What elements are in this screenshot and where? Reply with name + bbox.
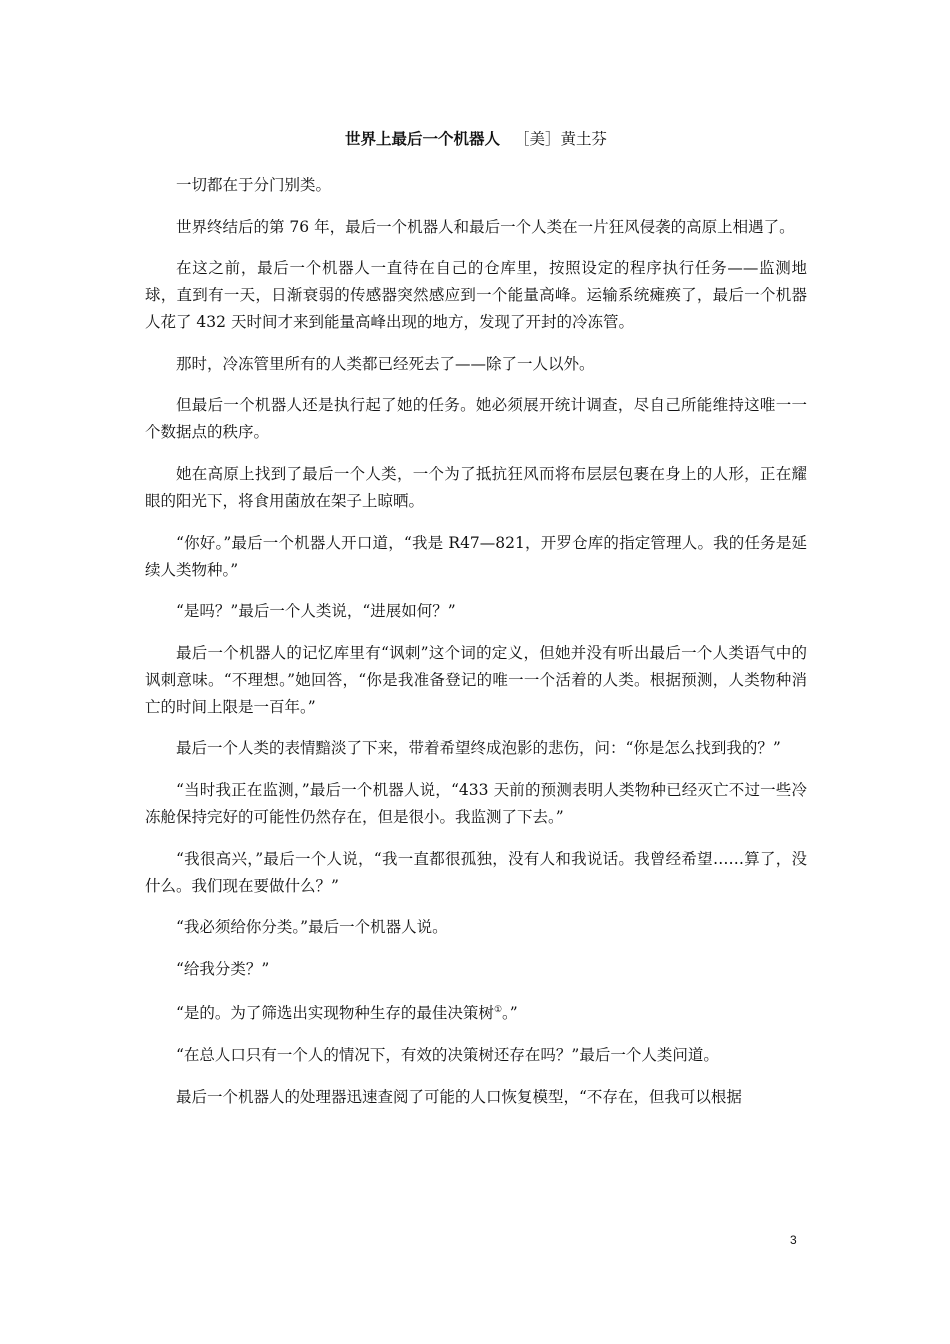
article-author: ［美］黄土芬 xyxy=(514,130,608,148)
paragraph: 在这之前，最后一个机器人一直待在自己的仓库里，按照设定的程序执行任务——监测地球，直到有一天，日渐衰弱的传感器突然感应到一个能量高峰。运输系统瘫痪了，最后一个机器人花了 432 天时间才来到能量高峰出现的地方，发现了开封的冷冻管。 xyxy=(145,259,807,332)
paragraph: “当时我正在监测，”最后一个机器人说，“433 天前的预测表明人类物种已经灭亡不过一些冷冻舱保持完好的可能性仍然存在，但是很小。我监测了下去。” xyxy=(145,780,807,826)
article-title: 世界上最后一个机器人 xyxy=(344,130,500,148)
paragraph-text: 。” xyxy=(502,1004,518,1023)
footnote-marker: ① xyxy=(493,1005,503,1016)
paragraph: “在总人口只有一个人的情况下，有效的决策树还存在吗？”最后一个人类问道。 xyxy=(176,1045,719,1064)
paragraph-text: “是的。为了筛选出实现物种生存的最佳决策树 xyxy=(176,1004,494,1023)
paragraph: 最后一个人类的表情黯淡了下来，带着希望终成泡影的悲伤，问：“你是怎么找到我的？” xyxy=(176,739,781,758)
paragraph: 世界终结后的第 76 年，最后一个机器人和最后一个人类在一片狂风侵袭的高原上相遇了。 xyxy=(176,217,795,236)
paragraph: 一切都在于分门别类。 xyxy=(176,176,332,194)
paragraph: 最后一个机器人的记忆库里有“讽刺”这个词的定义，但她并没有听出最后一个人类语气中的讽刺意味。“不理想。”她回答，“你是我准备登记的唯一一个活着的人类。根据预测，人类物种消亡的时间上限是一百年。” xyxy=(145,643,807,716)
paragraph: 但最后一个机器人还是执行起了她的任务。她必须展开统计调查，尽自己所能维持这唯一一个数据点的秩序。 xyxy=(145,396,807,442)
paragraph: “是吗？”最后一个人类说，“进展如何？” xyxy=(176,602,456,621)
article-body xyxy=(145,172,807,1125)
paragraph: 那时，冷冻管里所有的人类都已经死去了——除了一人以外。 xyxy=(176,354,595,373)
paragraph: 她在高原上找到了最后一个人类，一个为了抵抗狂风而将布层层包裹在身上的人形，正在耀眼的阳光下，将食用菌放在架子上晾晒。 xyxy=(145,464,807,510)
article-title-line xyxy=(145,128,807,150)
paragraph: “给我分类？” xyxy=(176,959,270,978)
page-number: 3 xyxy=(790,1233,797,1247)
paragraph: “我必须给你分类。”最后一个机器人说。 xyxy=(176,918,448,937)
paragraph-with-footnote xyxy=(145,997,807,1027)
paragraph: “我很高兴，”最后一个人说，“我一直都很孤独，没有人和我说话。我曾经希望……算了，没什么。我们现在要做什么？” xyxy=(145,849,807,895)
paragraph: 最后一个机器人的处理器迅速查阅了可能的人口恢复模型，“不存在，但我可以根据 xyxy=(176,1087,742,1106)
paragraph: “你好。”最后一个机器人开口道，“我是 R47—821，开罗仓库的指定管理人。我的任务是延续人类物种。” xyxy=(145,533,807,579)
